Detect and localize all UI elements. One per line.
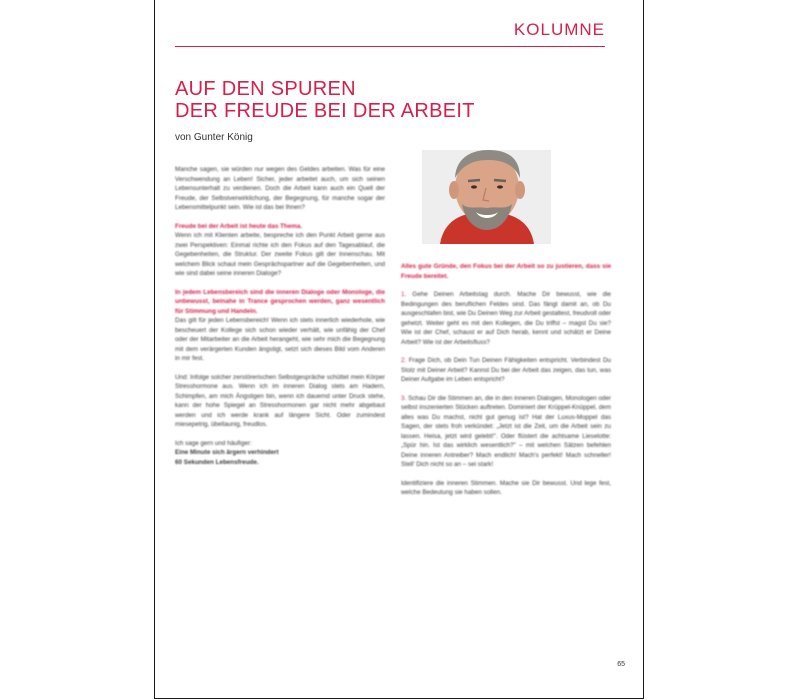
item-text: Gehe Deinen Arbeitstag durch. Mache Dir bewusst, wie die Bedingungen des beruflichen Feldes sind. Das fängt damit an, ob Du ausgeschlafen bist, wie Du Deinen Weg zur Arbeit gestaltest, freudvoll oder gehetzt. Weiter geht es mit den Kollegen, die Du triffst – magst Du sie? Wie ist der Chef, schaust er auf Dich herab, kennt und schätzt er Deine Arbeit? Wie ist der Arbeitsfluss? [401,291,611,346]
title-line-2: DER FREUDE BEI DER ARBEIT [175,100,475,122]
title-line-1: AUF DEN SPUREN [175,78,356,100]
author-photo [422,150,551,244]
section-label: KOLUMNE [513,20,605,39]
numbered-item-3 [401,394,611,470]
highlight-paragraph: Alles gute Gründe, den Fokus bei der Arbeit so zu justieren, dass sie Freude bereitet. [401,263,611,280]
body-line: Ich sage gern und häufiger: [175,439,252,447]
item-text: Schau Dir die Stimmen an, die in den inneren Dialogen, Monologen oder selbst inszenierten Stücken auftreten. Dominiert der Krüppel-Knüppel, dem alles was Du machst, nicht gut genug ist? Hat der Luxus-Moppel das Sagen, der stets froh verkündet: „Jetzt ist die Zeit, um die Arbeit sein zu lassen. Heisa, jetzt wird gelebt!". Oder flüstert die achtsame Lieselotte: „Spür hin. Ist das wirklich wesentlich?" – mit welchen Sätzen befehlen Deine inneren Antreiber? Mach endlich! Mach's perfekt! Mach schneller! Stell' Dich nicht so an – sei stark! [401,394,612,468]
body-paragraph: Das gilt für jeden Lebensbereich! Wenn ich stets innerlich wiederhole, wie bescheuert der Kollege sich schon wieder verhält, wie unfähig der Chef oder der Mitarbeiter an die Arbeit herangeht, wie sehr mich die Begegnung mit dem verärgerten Kunden ängstigt, setzt sich dieses Bild vom Anderen in mir fest. [175,317,385,362]
numbered-item-1 [401,290,611,347]
byline: von Gunter König [175,132,253,143]
item-number: 1. [401,291,407,298]
header-rule [175,46,605,47]
intro-paragraph: Manche sagen, sie würden nur wegen des Geldes arbeiten. Was für eine Verschwendung an Leben! Sicher, jeder arbeitet auch, um sich seinen Lebensunterhalt zu verdienen. Doch die Arbeit kann auch ein Quell der Freude, der Selbstverwirklichung, der Begegnung, für manche sogar der Lebensmittelpunkt sein. Wie ist das bei Ihnen? [175,166,385,211]
highlight-paragraph: In jedem Lebensbereich sind die inneren Dialoge oder Monologe, die unbewusst, beinahe in Trance gesprochen werden, ganz wesentlich für Stimmung und Handeln. [175,288,385,315]
item-number: 2. [401,357,407,364]
highlight-statement: Freude bei der Arbeit ist heute das Thema. [175,222,303,230]
quote-line-1: Eine Minute sich ärgern verhindert [175,449,279,456]
article-title [175,78,595,122]
author-portrait-image [422,150,551,244]
page-number: 65 [617,661,625,668]
article-column-left [175,165,385,467]
body-paragraph: Wenn ich mit Klienten arbeite, bespreche ich den Punkt Arbeit gerne aus zwei Perspektiven: Einmal richte ich den Fokus auf den Tagesablauf, die Gegebenheiten, die Struktur. Der zweite Fokus gilt der Innenschau. Mit welchem Blick schaut mein Gesprächspartner auf die Gegebenheiten, und wie sind dabei seine inneren Dialoge? [175,232,385,277]
numbered-item-2 [401,356,611,385]
magazine-page [154,0,644,699]
item-text: Frage Dich, ob Dein Tun Deinen Fähigkeiten entspricht. Verbindest Du Stolz mit Deiner Arbeit? Kannst Du bei der Arbeit das zeigen, das tun, was Deiner Aufgabe im Leben entspricht? [401,357,611,383]
article-column-right [401,262,611,507]
closing-paragraph: Identifiziere die inneren Stimmen. Mache sie Dir bewusst. Und lege fest, welche Bedeutung sie haben sollen. [401,479,611,496]
item-number: 3. [401,394,407,402]
quote-line-2: 60 Sekunden Lebensfreude. [175,458,259,466]
body-paragraph: Und: Infolge solcher zerstörerischen Selbstgespräche schüttet mein Körper Stresshormone aus. Wenn ich im inneren Dialog stets am Hadern, Schimpfen, am mich Ängstigen bin, wenn ich dauernd unter Druck stehe, kann der hohe Spiegel an Stresshormonen gar nicht mehr abgebaut werden und ich werde krank auf längere Sicht. Oder zumindest miesepetrig, übellaunig, freudlos. [175,373,385,428]
